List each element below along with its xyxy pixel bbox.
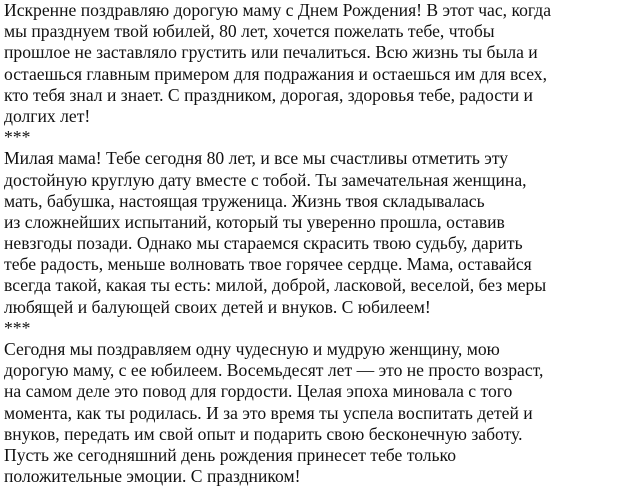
text-line: кто тебя знал и знает. С праздником, дорогая, здоровья тебе, радости и — [4, 84, 533, 105]
text-line: прошлое не заставляло грустить или печалиться. Всю жизнь ты была и — [4, 42, 538, 63]
text-line: на самом деле это повод для гордости. Целая эпоха миновала с того — [4, 381, 513, 402]
text-line: из сложнейших испытаний, который ты уверенно прошла, оставив — [4, 211, 505, 232]
text-line: остаешься главным примером для подражания и остаешься им для всех, — [4, 63, 547, 84]
text-line: любящей и балующей своих детей и внуков. С юбилеем! — [4, 296, 431, 317]
text-line: мать, бабушка, настоящая труженица. Жизнь твоя складывалась — [4, 190, 485, 211]
text-line: Сегодня мы поздравляем одну чудесную и мудрую женщину, мою — [4, 339, 500, 359]
paragraph-2 — [4, 148, 614, 318]
text-line: долгих лет! — [4, 105, 91, 126]
text-line: всегда такой, какая ты есть: милой, доброй, ласковой, веселой, без меры — [4, 275, 547, 296]
text-line: мы празднуем твой юбилей, 80 лет, хочется пожелать тебе, чтобы — [4, 21, 495, 42]
text-line: Пусть же сегодняшний день рождения принесет тебе только — [4, 444, 457, 465]
text-line: момента, как ты родилась. И за это время ты успела воспитать детей и — [4, 402, 533, 423]
text-line: дорогую маму, с ее юбилеем. Восемьдесят лет — это не просто возраст, — [4, 360, 544, 381]
text-line: внуков, передать им свой опыт и подарить свою бесконечную заботу. — [4, 423, 523, 444]
paragraph-1 — [4, 0, 614, 127]
text-line: Милая мама! Тебе сегодня 80 лет, и все мы счастливы отметить эту — [4, 148, 509, 169]
text-line: тебе радость, меньше волновать твое горячее сердце. Мама, оставайся — [4, 254, 532, 275]
greetings-document — [4, 0, 614, 487]
paragraph-3 — [4, 339, 614, 487]
separator: *** — [4, 127, 31, 148]
text-line: Искренне поздравляю дорогую маму с Днем Рождения! В этот час, когда — [4, 0, 552, 20]
separator: *** — [4, 317, 31, 338]
text-line: достойную круглую дату вместе с тобой. Ты замечательная женщина, — [4, 169, 527, 190]
text-line: невзгоды позади. Однако мы стараемся скрасить твою судьбу, дарить — [4, 233, 523, 254]
text-line: положительные эмоции. С праздником! — [4, 466, 301, 487]
